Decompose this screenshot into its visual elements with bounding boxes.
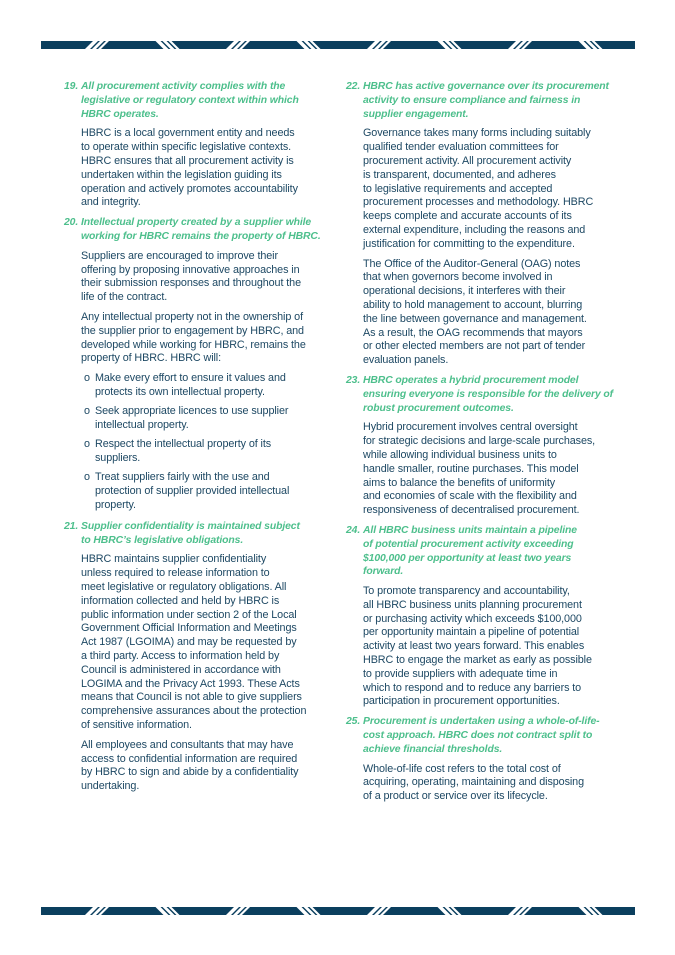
- heading-text: All HBRC business units maintain a pipeline of potential procurement activity exceeding $100,000 per opportunity at least two years forward.: [363, 524, 577, 578]
- bullet-icon: o: [84, 438, 90, 451]
- section-21-body-2: All employees and consultants that may have access to confidential information are required by HBRC to sign and abide by a confidentiality undertaking.: [81, 738, 299, 793]
- list-item-text: Seek appropriate licences to use supplier intellectual property.: [95, 405, 289, 432]
- list-item: [62, 471, 332, 512]
- section-19-body: HBRC is a local government entity and needs to operate within specific legislative contexts. HBRC ensures that all procurement activity is undertaken within the legislation guiding its operation and actively promotes accountability and integrity.: [81, 127, 298, 209]
- heading-text: HBRC has active governance over its procurement activity to ensure compliance and fairness in supplier engagement.: [363, 81, 609, 120]
- section-22-body-1: Governance takes many forms including suitably qualified tender evaluation committees for procurement activity. All procurement activity is transparent, documented, and adheres to legislative requirements and accepted procurement processes and methodology. HBRC keeps complete and accurate accounts of its external expenditure, including the reasons and justification for committing to the expenditure.: [363, 127, 594, 250]
- section-25-body: Whole-of-life cost refers to the total cost of acquiring, operating, maintaining and disposing of a product or service over its lifecycle.: [363, 762, 584, 803]
- section-number: 21.: [64, 520, 79, 532]
- section-number: 25.: [346, 716, 361, 728]
- section-number: 23.: [346, 374, 361, 386]
- section-20-body-1: Suppliers are encouraged to improve their offering by proposing innovative approaches in their submission responses and throughout the life of the contract.: [81, 249, 301, 304]
- footer-decorative-band: [41, 907, 635, 915]
- section-20-heading: [62, 216, 332, 244]
- bullet-icon: o: [84, 405, 90, 418]
- section-21-heading: [62, 520, 332, 548]
- section-25-heading: [344, 715, 619, 756]
- heading-text: Intellectual property created by a supplier while working for HBRC remains the property of HBRC.: [81, 217, 321, 242]
- section-24-body: To promote transparency and accountability, all HBRC business units planning procurement or purchasing activity which exceeds $100,000 per opportunity maintain a pipeline of potential activity at least two years forward. This enables HBRC to engage the market as early as possible to provide suppliers with adequate time in which to respond and to reduce any barriers to participation in procurement opportunities.: [363, 585, 592, 708]
- section-number: 20.: [64, 217, 79, 229]
- heading-text: Supplier confidentiality is maintained subject to HBRC’s legislative obligations.: [81, 520, 300, 546]
- header-decorative-band: [41, 41, 635, 49]
- right-column: [344, 80, 619, 810]
- section-22-heading: [344, 80, 619, 121]
- section-24-heading: [344, 524, 619, 579]
- list-item: [62, 405, 332, 433]
- section-23-body: Hybrid procurement involves central oversight for strategic decisions and large-scale purchases, while allowing individual business units to handle smaller, routine purchases. This model aims to balance the benefits of uniformity and economies of scale with the flexibility and responsiveness of decentralised procurement.: [363, 421, 596, 517]
- band-bar: [41, 41, 635, 49]
- heading-text: All procurement activity complies with the legislative or regulatory context within which HBRC operates.: [81, 81, 299, 120]
- band-bar: [41, 907, 635, 915]
- section-21-body-1: HBRC maintains supplier confidentiality unless required to release information to meet legislative or regulatory obligations. All information collected and held by HBRC is public information under section 2 of the Local Government Official Information and Meetings Act 1987 (LGOIMA) and may be requested by a third party. Access to information held by Council is administered in accordance with LOGIMA and the Privacy Act 1993. These Acts means that Council is not able to give suppliers comprehensive assurances about the protection of sensitive information.: [81, 553, 307, 731]
- list-item-text: Make every effort to ensure it values and protects its own intellectual property.: [95, 372, 286, 398]
- section-23-heading: [344, 374, 619, 415]
- section-20-body-2: Any intellectual property not in the ownership of the supplier prior to engagement by HBRC, and developed while working for HBRC, remains the property of HBRC. HBRC will:: [81, 310, 306, 365]
- section-19-heading: [62, 80, 332, 121]
- heading-text: Procurement is undertaken using a whole-of-life- cost approach. HBRC does not contract split to achieve financial thresholds.: [363, 716, 600, 755]
- bullet-icon: o: [84, 372, 90, 385]
- bullet-icon: o: [84, 471, 90, 484]
- section-number: 24.: [346, 524, 361, 536]
- list-item: [62, 438, 332, 466]
- list-item-text: Respect the intellectual property of its suppliers.: [95, 438, 272, 465]
- section-number: 22.: [346, 81, 361, 92]
- section-number: 19.: [64, 81, 79, 92]
- section-22-body-2: The Office of the Auditor-General (OAG) notes that when governors become involved in operational decisions, it interferes with their ability to hold management to account, blurring the line between governance and management. As a result, the OAG recommends that mayors or other elected members are not part of tender evaluation panels.: [363, 257, 587, 367]
- left-column: [62, 80, 332, 800]
- list-item-text: Treat suppliers fairly with the use and protection of supplier provided intellectual property.: [95, 471, 290, 512]
- list-item: [62, 372, 332, 400]
- heading-text: HBRC operates a hybrid procurement model ensuring everyone is responsible for the delivery of robust procurement outcomes.: [363, 374, 614, 414]
